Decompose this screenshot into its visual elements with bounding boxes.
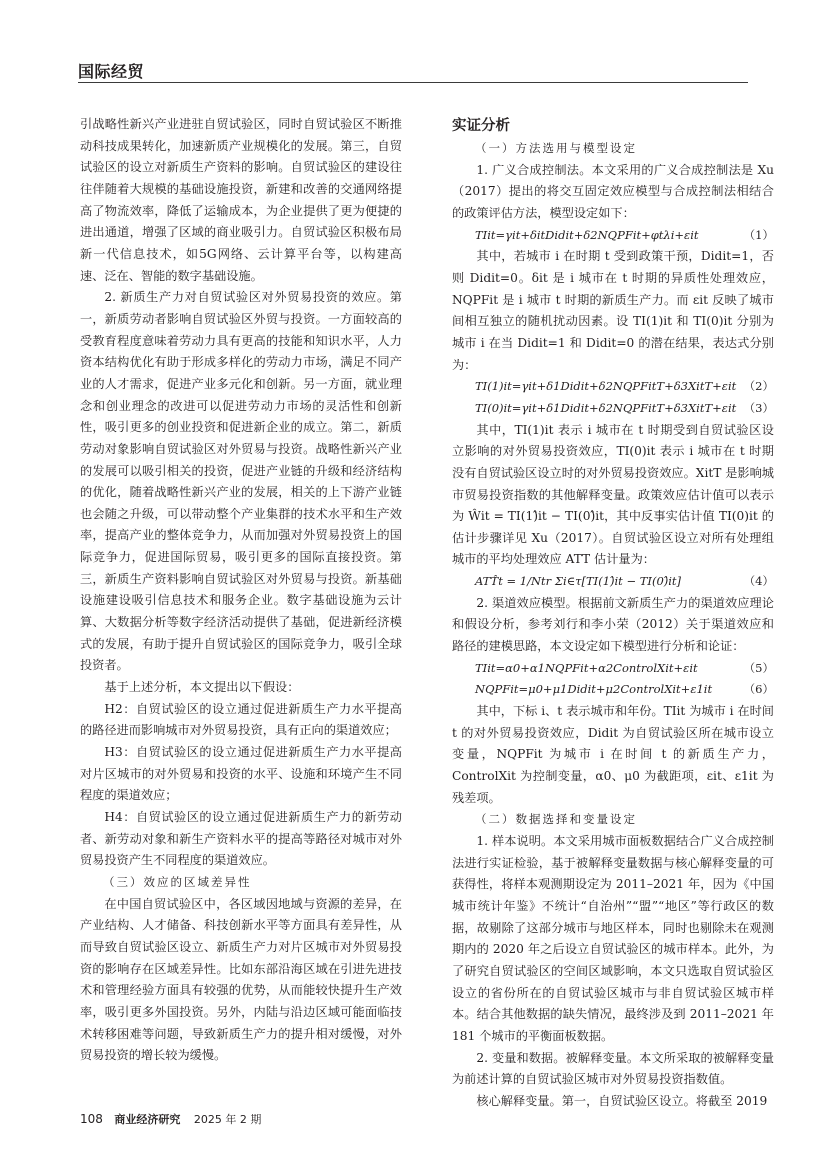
- page-footer: [80, 1111, 261, 1127]
- paragraph: 2. 变量和数据。被解释变量。本文所采取的被解释变量为前述计算的自贸试验区城市对外贸易投资指数值。: [452, 1050, 774, 1087]
- paragraph: 其中，TI(1)it 表示 i 城市在 t 时期受到自贸试验区设立影响的对外贸易投资效应，TI(0)it 表示 i 城市在 t 时期没有自贸试验区设立时的对外贸易投资效应。XitT 是影响城市贸易投资指数的其他解释变量。政策效应估计值可以表示为 Ŵit = TI(1)̂it − TI(0)̂it，其中反事实估计值 TI(0)it 的估计步骤详见 Xu（2017）。自贸试验区设立对所有处理组城市的平均处理效应 ATT 估计量为：: [452, 422, 774, 567]
- issue-label: 2025 年 2 期: [193, 1113, 262, 1126]
- paragraph: 核心解释变量。第一，自贸试验区设立。将截至 2019: [476, 1093, 768, 1108]
- equation-number: （2）: [743, 379, 774, 394]
- paragraph: 1. 样本说明。本文采用城市面板数据结合广义合成控制法进行实证检验，基于被解释变量数据与核心解释变量的可获得性，将样本观测期设定为 2011–2021 年，因为《中国城市统计年鉴》不统计“自治州”“盟”“地区”等行政区的数据，故剔除了这部分城市与地区样本，同时也剔除未在观测期内的 2020 年之后设立自贸试验区的城市样本。此外，为了研究自贸试验区的空间区域影响，本文只选取自贸试验区设立的省份所在的自贸试验区城市与非自贸试验区城市样本。结合其他数据的缺失情况，最终涉及到 2011–2021 年 181 个城市的平衡面板数据。: [452, 834, 774, 1043]
- equation-1: [452, 225, 774, 247]
- paragraph: 其中，若城市 i 在时期 t 受到政策干预，Didit=1，否则 Didit=0。δit 是 i 城市在 t 时期的异质性处理效应，NQPFit 是 i 城市 t 时期的新质生产力。而 εit 反映了城市间相互独立的随机扰动因素。设 TI(1)it 和 TI(0)it 分别为城市 i 在当 Didit=1 和 Didit=0 的潜在结果，表达式分别为：: [452, 249, 774, 372]
- equation-6: [452, 679, 774, 701]
- subsection-heading: （三）效应的区域差异性: [103, 874, 252, 889]
- paragraph: 在中国自贸试验区中，各区域因地域与资源的差异，在产业结构、人才储备、科技创新水平等方面具有差异性，从而导致自贸试验区设立、新质生产力对片区城市对外贸易投资的影响存在区域差异性。比如东部沿海区域在引进先进技术和管理经验方面具有较强的优势，从而能较快提升生产效率，吸引更多外国投资。另外，内陆与沿边区域可能面临技术转移困难等问题，导致新质生产力的提升相对缓慢，对外贸易投资的增长较为缓慢。: [80, 896, 402, 1063]
- paragraph: 2. 新质生产力对自贸试验区对外贸易投资的效应。第一，新质劳动者影响自贸试验区外贸与投资。一方面较高的受教育程度意味着劳动力具有更高的技能和知识水平，人力资本结构优化有助于形成多样化的劳动力市场，满足不同产业的人才需求，促进产业多元化和创新。另一方面，就业理念和创业理念的改进可以促进劳动力市场的灵活性和创新性，吸引更多的创业投资和促进新企业的成立。第二，新质劳动对象影响自贸试验区对外贸易与投资。战略性新兴产业的发展可以吸引相关的投资，促进产业链的升级和经济结构的优化，随着战略性新兴产业的发展，相关的上下游产业链也会随之升级，可以带动整个产业集群的技术水平和生产效率，提高产业的整体竞争力，从而加强对外贸易投资上的国际竞争力，促进国际贸易，吸引更多的国际直接投资。第三，新质生产资料影响自贸试验区对外贸易与投资。新基础设施建设吸引信息技术和服务企业。数字基础设施为云计算、大数据分析等数字经济活动提供了基础，促进新经济模式的发展，有助于提升自贸试验区的国际竞争力，吸引全球投资者。: [80, 290, 402, 673]
- hypothesis-h2: H2：自贸试验区的设立通过促进新质生产力水平提高的路径进而影响城市对外贸易投资，具有正向的渠道效应；: [80, 701, 402, 738]
- equation-formula: NQPFit=μ0+μ1Didit+μ2ControlXit+ε1it: [475, 682, 713, 697]
- paragraph: 其中，下标 i、t 表示城市和年份。TIit 为城市 i 在时间 t 的对外贸易投资效应，Didit 为自贸试验区所在城市设立变量，NQPFit 为城市 i 在时间 t 的新质生产力， ControlXit 为控制变量，α0、μ0 为截距项，εit、ε1it 为残差项。: [452, 704, 774, 805]
- left-column: [80, 114, 402, 1067]
- equation-number: （5）: [743, 660, 774, 675]
- page-number: 108: [80, 1112, 103, 1126]
- running-header: [78, 58, 748, 83]
- paragraph: 引战略性新兴产业进驻自贸试验区，同时自贸试验区不断推动科技成果转化，加速新质产业规模化的发展。第三，自贸试验区的设立对新质生产资料的影响。自贸试验区的建设往往伴随着大规模的基础设施投资，新建和改善的交通网络提高了物流效率，降低了运输成本，为企业提供了更为便捷的进出通道，增强了区域的商业吸引力。自贸试验区积极布局新一代信息技术，如5G网络、云计算平台等，以构建高速、泛在、智能的数字基础设施。: [80, 117, 402, 283]
- hypothesis-h4: H4：自贸试验区的设立通过促进新质生产力的新劳动者、新劳动对象和新生产资料水平的提高等路径对城市对外贸易投资产生不同程度的渠道效应。: [80, 810, 402, 868]
- paragraph: 1. 广义合成控制法。本文采用的广义合成控制法是 Xu（2017）提出的将交互固定效应模型与合成控制法相结合的政策评估方法，模型设定如下：: [452, 162, 774, 220]
- right-column: [452, 114, 774, 1113]
- equation-number: （4）: [743, 574, 774, 589]
- equation-number: （6）: [743, 682, 774, 697]
- equation-formula: TIit=α0+α1NQPFit+α2ControlXit+εit: [475, 660, 698, 675]
- equation-formula: ATT̂t = 1/Ntr Σi∈τ[TI(1)̂it − TI(0)̂it]: [475, 574, 682, 589]
- journal-name: 商业经济研究: [114, 1113, 181, 1126]
- equation-5: [452, 658, 774, 680]
- equation-formula: TIit=γit+δitDidit+δ2NQPFit+φtλi+εit: [475, 227, 699, 242]
- hypothesis-h3: H3：自贸试验区的设立通过促进新质生产力水平提高对片区城市的对外贸易和投资的水平、设施和环境产生不同程度的渠道效应；: [80, 745, 402, 803]
- section-label: 国际经贸: [78, 62, 145, 81]
- equation-number: （3）: [743, 400, 774, 415]
- paragraph: 2. 渠道效应模型。根据前文新质生产力的渠道效应理论和假设分析，参考刘行和李小荣（2012）关于渠道效应和路径的建模思路，本文设定如下模型进行分析和论证：: [452, 595, 774, 654]
- equation-number: （1）: [743, 227, 774, 242]
- equation-formula: TI(0)it=γit+δ1Didit+δ2NQPFitT+δ3XitT+εit: [475, 400, 737, 415]
- equation-2: [452, 376, 774, 398]
- section-heading: 实证分析: [452, 118, 510, 134]
- subsection-heading: （一）方法选用与模型设定: [475, 141, 637, 155]
- subsection-heading: （二）数据选择和变量设定: [475, 812, 637, 827]
- equation-4: [452, 571, 774, 593]
- equation-formula: TI(1)it=γit+δ1Didit+δ2NQPFitT+δ3XitT+εit: [475, 379, 737, 394]
- paragraph: 基于上述分析，本文提出以下假设：: [104, 680, 300, 695]
- equation-3: [452, 398, 774, 420]
